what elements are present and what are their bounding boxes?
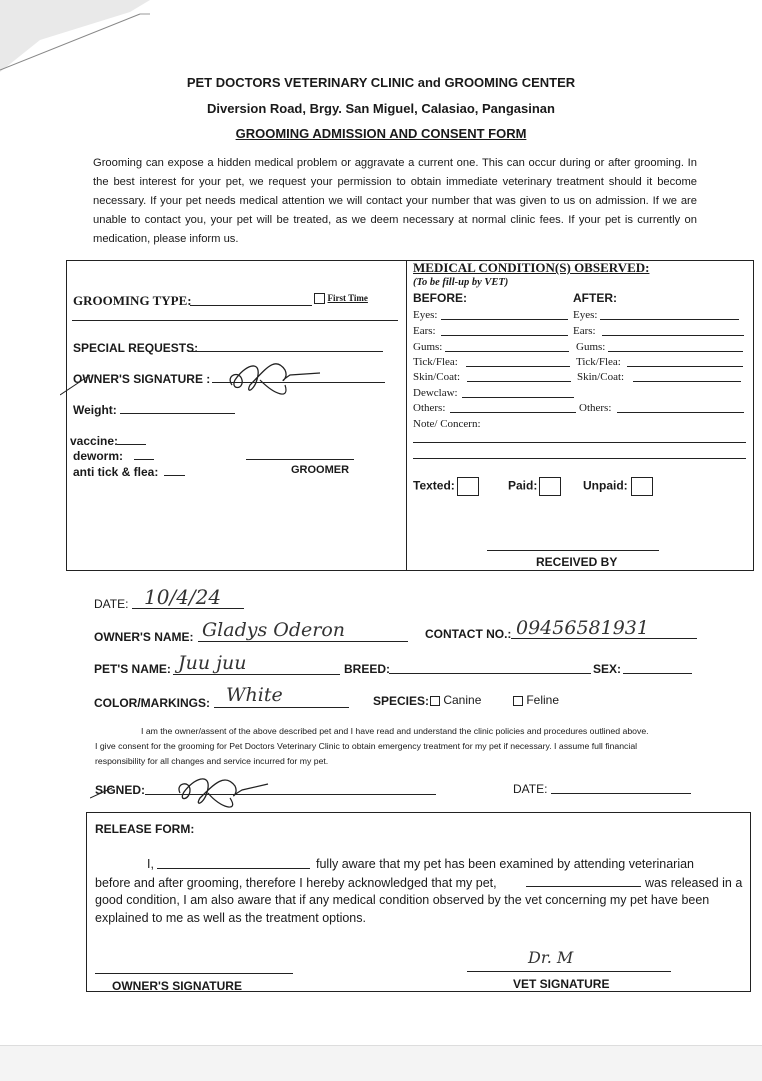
after-gums: Gums: [576,341,606,353]
release-line-3: good condition, I am also aware that if any medical condition observed by the vet concerning my pet have been [95,893,710,907]
form-title: GROOMING ADMISSION AND CONSENT FORM [235,126,527,141]
consent-line-2: I give consent for the grooming for Pet Doctors Veterinary Clinic to obtain emergency treatment for my pet if necessary. I assume full financial [95,741,638,751]
color-value[interactable]: White [226,684,283,706]
before-gums-line[interactable] [445,351,569,352]
anti-tick-label: anti tick & flea: [73,465,159,479]
owner-sig-line[interactable] [95,973,293,974]
before-skin-line[interactable] [467,381,571,382]
vaccine-label: vaccine: [70,434,119,448]
after-eyes: Eyes: [573,309,598,321]
scan-corner-shadow [0,0,150,80]
unpaid-option[interactable] [583,477,653,496]
clinic-name: PET DOCTORS VETERINARY CLINIC and GROOMING CENTER [186,75,576,90]
vaccine-line[interactable] [117,444,146,445]
anti-tick-line[interactable] [164,475,185,476]
after-skin: Skin/Coat: [577,371,625,383]
before-others: Others: [413,402,446,414]
signed-label: SIGNED: [95,783,146,797]
canine-checkbox[interactable] [430,696,440,706]
before-dewclaw: Dewclaw: [413,387,458,399]
owner-name-label: OWNER'S NAME: [94,630,194,644]
canine-label: Canine [443,693,482,707]
color-line[interactable] [214,707,349,708]
release-title: RELEASE FORM: [95,822,195,836]
before-eyes: Eyes: [413,309,438,321]
breed-line[interactable] [389,673,591,674]
column-divider [406,260,407,571]
before-ears-line[interactable] [441,335,568,336]
after-others-line[interactable] [617,412,744,413]
vet-initials: Dr. M [528,948,574,967]
vet-sig-label: VET SIGNATURE [513,977,610,991]
deworm-line[interactable] [134,459,154,460]
contact-label: CONTACT NO.: [425,627,512,641]
first-time-checkbox[interactable] [314,293,325,304]
after-eyes-line[interactable] [600,319,739,320]
canine-option[interactable] [430,693,481,707]
texted-option[interactable] [413,477,479,496]
groomer-label: GROOMER [291,464,350,476]
pet-name-label: PET'S NAME: [94,662,171,676]
after-tick-line[interactable] [627,366,743,367]
vet-sig-line[interactable] [467,971,671,972]
paid-option[interactable] [508,477,561,496]
owner-sig-label: OWNER'S SIGNATURE [112,979,242,993]
grooming-type-line[interactable] [190,305,312,306]
grooming-type-line-2[interactable] [72,320,398,321]
received-by-label: RECEIVED BY [536,555,618,569]
weight-line[interactable] [120,413,235,414]
owner-signature-label: OWNER'S SIGNATURE : [73,372,211,386]
pet-name-value[interactable]: Juu juu [178,652,247,674]
before-label: BEFORE: [413,291,467,305]
paid-checkbox[interactable] [539,477,561,496]
deworm-label: deworm: [73,449,124,463]
signed-date-line[interactable] [551,793,691,794]
special-requests-label: SPECIAL REQUESTS: [73,341,199,355]
groomer-line[interactable] [246,459,354,460]
release-line-2b: was released in a [645,876,743,890]
note-line-2[interactable] [413,458,746,459]
texted-checkbox[interactable] [457,477,479,496]
release-owner-name-line[interactable] [157,868,310,869]
release-line-2a: before and after grooming, therefore I hereby acknowledged that my pet, [95,876,497,890]
sex-line[interactable] [623,673,692,674]
before-others-line[interactable] [450,412,576,413]
feline-option[interactable] [513,693,559,707]
first-time-option[interactable] [314,293,368,304]
before-tick: Tick/Flea: [413,356,458,368]
received-by-line[interactable] [487,550,659,551]
before-gums: Gums: [413,341,443,353]
weight-label: Weight: [73,403,117,417]
feline-label: Feline [526,693,560,707]
contact-value[interactable]: 09456581931 [516,617,649,639]
release-pet-name-line[interactable] [526,886,641,887]
before-skin: Skin/Coat: [413,371,461,383]
after-ears-line[interactable] [602,335,744,336]
first-time-label: First Time [327,293,368,303]
before-dewclaw-line[interactable] [462,397,574,398]
after-tick: Tick/Flea: [576,356,621,368]
breed-label: BREED: [344,662,391,676]
signed-date-label: DATE: [513,782,548,796]
grooming-type-label: GROOMING TYPE: [73,293,192,308]
consent-line-3: responsibility for all changes and service incurred for my pet. [95,756,329,766]
pet-name-line[interactable] [173,674,340,675]
owner-name-value[interactable]: Gladys Oderon [202,619,346,641]
note-concern-label: Note/ Concern: [413,418,481,430]
species-label: SPECIES: [373,694,430,708]
medical-title: MEDICAL CONDITION(S) OBSERVED: [413,260,650,275]
owner-signature-scribble [60,345,330,405]
after-skin-line[interactable] [633,381,741,382]
before-ears: Ears: [413,325,436,337]
paid-label: Paid: [508,478,538,493]
sex-label: SEX: [593,662,622,676]
texted-label: Texted: [413,478,455,493]
medical-subtitle: (To be fill-up by VET) [413,277,509,288]
after-label: AFTER: [573,291,617,305]
consent-line-1: I am the owner/assent of the above described pet and I have read and understand the clinic policies and procedures outlined above. [141,726,649,736]
release-line-4: explained to me as well as the treatment options. [95,911,366,925]
date-value[interactable]: 10/4/24 [144,585,222,609]
release-line-1: fully aware that my pet has been examined by attending veterinarian [316,857,695,871]
unpaid-checkbox[interactable] [631,477,653,496]
date-label: DATE: [94,597,129,611]
owner-name-line[interactable] [198,641,408,642]
before-eyes-line[interactable] [441,319,568,320]
color-label: COLOR/MARKINGS: [94,696,210,710]
clinic-address: Diversion Road, Brgy. San Miguel, Calasiao, Pangasinan [207,101,555,116]
intro-paragraph: Grooming can expose a hidden medical problem or aggravate a current one. This can occur during or after grooming. In the best interest for your pet, we request your permission to obtain immediate veterinary treatment should it become necessary. If your pet needs medical attention we will contact your number that was given to us on admission. If we are unable to contact you, your pet will be treated, as we deem necessary at normal clinic fees. If your pet is currently on medication, please inform us. [93,157,697,245]
after-others: Others: [579,402,612,414]
unpaid-label: Unpaid: [583,478,628,493]
scan-bottom-shadow [0,1045,762,1081]
after-gums-line[interactable] [608,351,743,352]
after-ears: Ears: [573,325,596,337]
before-tick-line[interactable] [466,366,570,367]
feline-checkbox[interactable] [513,696,523,706]
note-line-1[interactable] [413,442,746,443]
release-i: I, [147,857,154,871]
